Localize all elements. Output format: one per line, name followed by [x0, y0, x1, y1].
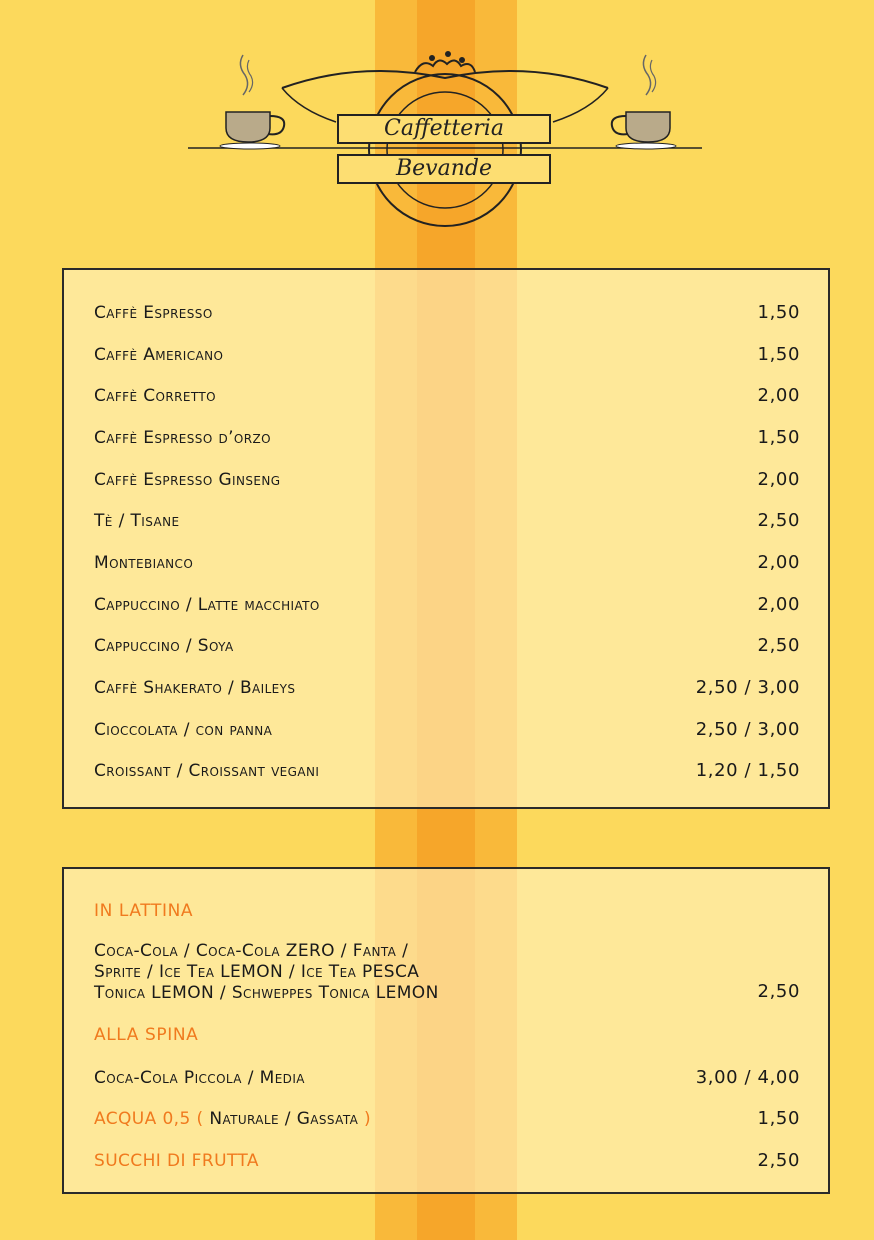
ring-inner: [387, 92, 503, 208]
item-price: 2,00: [757, 552, 800, 573]
item-price: 1,50: [757, 1108, 800, 1129]
leaf-ornament-icon: [415, 51, 475, 72]
item-name: Caffè Shakerato / Baileys: [94, 678, 296, 698]
list-item: [94, 1067, 800, 1088]
item-name: Coca-Cola Piccola / Media: [94, 1068, 305, 1088]
list-item: [94, 1108, 800, 1129]
item-name: Caffè Espresso Ginseng: [94, 470, 281, 490]
coffee-cup-icon: [612, 55, 676, 149]
lattina-line: Sprite / Ice Tea LEMON / Ice Tea PESCA: [94, 962, 420, 982]
lattina-line: Tonica LEMON / Schweppes Tonica LEMON: [94, 983, 439, 1003]
bevande-panel: [62, 867, 830, 1194]
list-item: [94, 344, 800, 365]
item-name: Caffè Espresso d’orzo: [94, 428, 271, 448]
list-item: [94, 510, 800, 531]
acqua-label: ACQUA 0,5 (: [94, 1109, 204, 1129]
list-item: [94, 427, 800, 448]
item-price: 1,20 / 1,50: [695, 760, 800, 781]
succhi-label: SUCCHI DI FRUTTA: [94, 1151, 259, 1171]
page-title: Caffetteria: [337, 114, 551, 144]
item-price: 2,50: [757, 981, 800, 1002]
item-price: 1,50: [757, 344, 800, 365]
ring-outer: [369, 74, 521, 226]
item-price: 2,50 / 3,00: [695, 719, 800, 740]
section-heading-lattina: IN LATTINA: [94, 901, 194, 921]
list-item: [94, 677, 800, 698]
item-name: Cappuccino / Latte macchiato: [94, 595, 320, 615]
item-name: Caffè Corretto: [94, 386, 216, 406]
item-price: 2,00: [757, 594, 800, 615]
acqua-close: ): [364, 1109, 372, 1129]
list-item: [94, 385, 800, 406]
menu-header: [0, 0, 874, 240]
list-item: [94, 302, 800, 323]
list-item: [94, 469, 800, 490]
item-price: 3,00 / 4,00: [695, 1067, 800, 1088]
item-price: 2,50: [757, 635, 800, 656]
page-subtitle: Bevande: [337, 154, 551, 184]
item-price: 2,50: [757, 510, 800, 531]
item-price: 2,00: [757, 469, 800, 490]
item-name: Caffè Espresso: [94, 303, 213, 323]
item-name: Cioccolata / con panna: [94, 720, 273, 740]
list-item: [94, 552, 800, 573]
item-name: Montebianco: [94, 553, 194, 573]
acqua-detail: Naturale / Gassata: [203, 1109, 365, 1129]
item-name: Caffè Americano: [94, 345, 224, 365]
item-price: 2,50: [757, 1150, 800, 1171]
section-heading-spina: ALLA SPINA: [94, 1025, 199, 1045]
lattina-items: [94, 941, 439, 1004]
item-price: 1,50: [757, 302, 800, 323]
item-name: Cappuccino / Soya: [94, 636, 234, 656]
item-price: 2,00: [757, 385, 800, 406]
list-item: [94, 719, 800, 740]
item-name: Croissant / Croissant vegani: [94, 761, 320, 781]
list-item: [94, 1150, 800, 1171]
lattina-price-row: [758, 981, 800, 1002]
list-item: [94, 594, 800, 615]
lattina-line: Coca-Cola / Coca-Cola ZERO / Fanta /: [94, 941, 409, 961]
item-price: 2,50 / 3,00: [695, 677, 800, 698]
caffetteria-panel: [62, 268, 830, 809]
coffee-cup-icon: [220, 55, 284, 149]
item-name: Tè / Tisane: [94, 511, 180, 531]
item-price: 1,50: [757, 427, 800, 448]
list-item: [94, 635, 800, 656]
list-item: [94, 760, 800, 781]
